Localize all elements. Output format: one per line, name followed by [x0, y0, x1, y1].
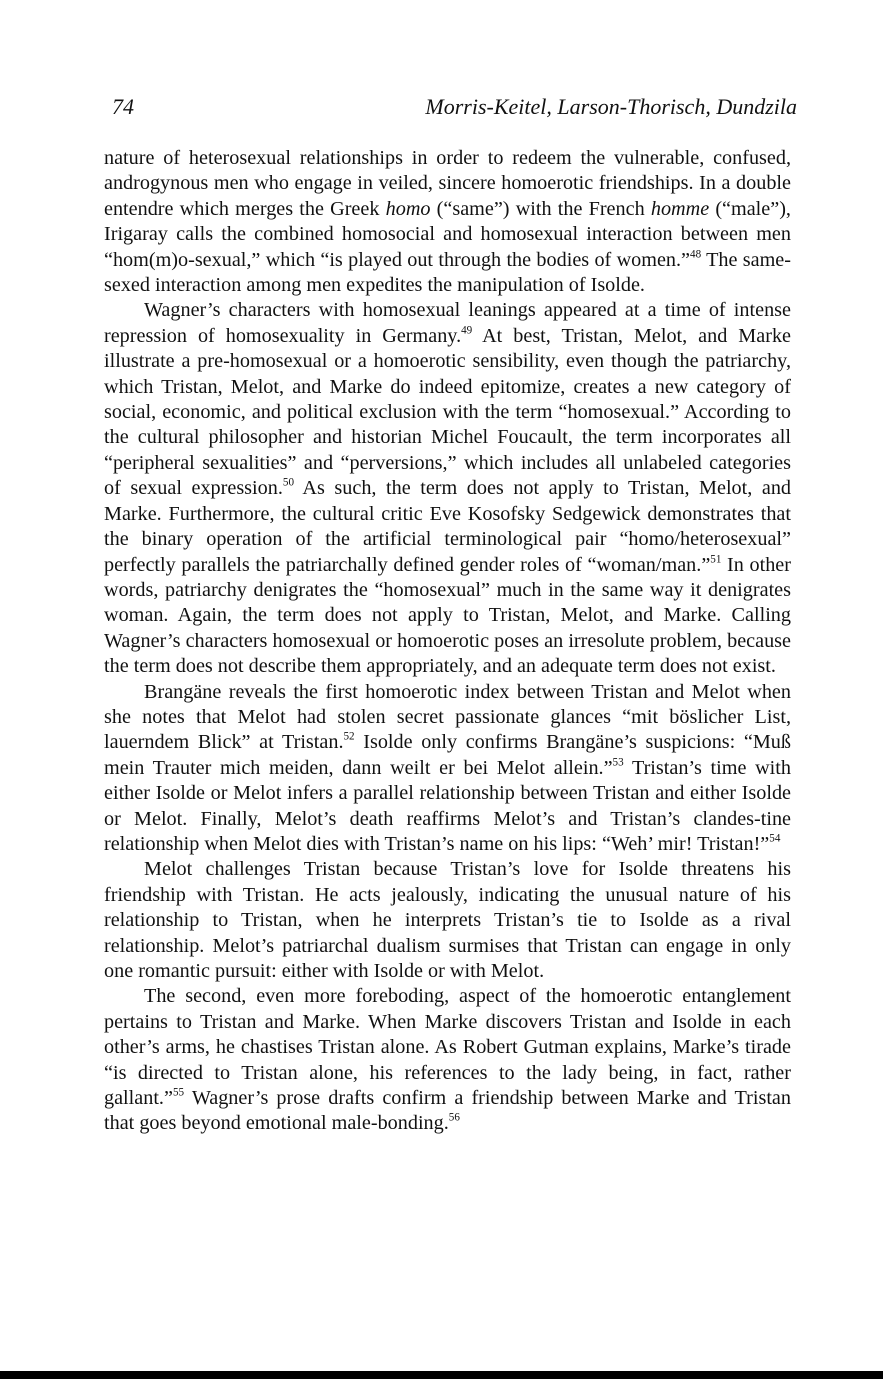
text-run: The second, even more foreboding, aspect of the homoerotic entanglement pertains to Tristan and Marke. When Marke discovers Tristan and Isolde in each other’s arms, he chastises Tristan alone. As Robert Gutman explains, Marke’s tirade “is directed to Tristan alone, his references to the lady being, in fact, rather gallant.”: [104, 985, 791, 1110]
paragraph: [104, 298, 791, 679]
footnote-ref: 48: [690, 248, 702, 261]
text-run: In other words, patriarchy denigrates the “homosexual” much in the same way it denigrates woman. Again, the term does not apply to Tristan, Melot, and Marke. Calling Wagner’s characters homosexual or homoerotic poses an irresolute problem, because the term does not describe them appropriately, and an adequate term does not exist.: [104, 553, 791, 678]
text-run: At best, Tristan, Melot, and Marke illustrate a pre-homosexual or a homoerotic sensibility, even though the patriarchy, which Tristan, Melot, and Marke do indeed epitomize, creates a new category of social, economic, and political exclusion with the term “homosexual.” According to the cultural philosopher and historian Michel Foucault, the term incorporates all “peripheral sexualities” and “perversions,” which includes all unlabeled categories of sexual expression.: [104, 324, 791, 500]
italic-term: homme: [650, 197, 710, 220]
page-number: 74: [112, 94, 134, 119]
paragraph: [104, 984, 791, 1136]
text-run: The same-sexed interaction among men expedites the manipulation of Isolde.: [104, 248, 791, 297]
italic-term: homo: [385, 197, 431, 220]
footnote-ref: 54: [769, 832, 781, 845]
text-run: Melot challenges Tristan because Tristan’s love for Isolde threatens his friendship with Tristan. He acts jealously, indicating the unusual nature of his relationship to Tristan, when he interprets Tristan’s tie to Isolde as a rival relationship. Melot’s patriarchal dualism surmises that Tristan can engage in only one romantic pursuit: either with Isolde or with Melot.: [104, 858, 791, 982]
paragraph: [104, 680, 791, 858]
text-run: Isolde only confirms Brangäne’s suspicions: “Muß mein Trauter mich meiden, dann weilt er bei Melot allein.”: [104, 731, 791, 779]
text-run: As such, the term does not apply to Tristan, Melot, and Marke. Furthermore, the cultural critic Eve Kosofsky Sedgewick demonstrates that the binary operation of the artificial terminological pair “homo/heterosexual” perfectly parallels the patriarchally defined gender roles of “woman/man.”: [104, 477, 792, 576]
footnote-ref: 52: [343, 731, 355, 744]
footnote-ref: 56: [448, 1112, 460, 1125]
text-run: (“male”), Irigaray calls the combined homosocial and homosexual interaction between men “hom(m)o-sexual,” which “is played out through the bodies of women.”: [104, 197, 791, 271]
paragraph: [104, 146, 791, 298]
footnote-ref: 53: [612, 756, 624, 769]
footnote-ref: 50: [282, 476, 294, 489]
text-run: Tristan’s time with either Isolde or Melot infers a parallel relationship between Tristan and either Isolde or Melot. Finally, Melot’s death reaffirms Melot’s and Tristan’s clandes-tine relationship when Melot dies with Tristan’s name on his lips: “Weh’ mir! Tristan!”: [104, 756, 791, 855]
footnote-ref: 51: [710, 553, 722, 566]
paragraph: [104, 857, 791, 984]
page-header: [104, 94, 797, 124]
text-run: Brangäne reveals the first homoerotic index between Tristan and Melot when she notes that Melot had stolen secret passionate glances “mit böslicher List, lauerndem Blick” at Tristan.: [104, 680, 791, 754]
text-run: Wagner’s prose drafts confirm a friendship between Marke and Tristan that goes beyond emotional male-bonding.: [104, 1087, 791, 1135]
text-run: Wagner’s characters with homosexual leanings appeared at a time of intense repression of homosexuality in Germany.: [104, 299, 791, 347]
footnote-ref: 55: [172, 1086, 185, 1099]
scan-edge-bar: [0, 1371, 883, 1379]
text-run: (“same”) with the French: [430, 197, 651, 220]
footnote-ref: 49: [461, 324, 473, 337]
body-text: [104, 146, 791, 1137]
running-head: Morris-Keitel, Larson-Thorisch, Dundzila: [425, 94, 797, 119]
text-run: nature of heterosexual relationships in order to redeem the vulnerable, confused, androgynous men who engage in veiled, sincere homoerotic friendships. In a double entendre which merges the Greek: [104, 147, 791, 220]
